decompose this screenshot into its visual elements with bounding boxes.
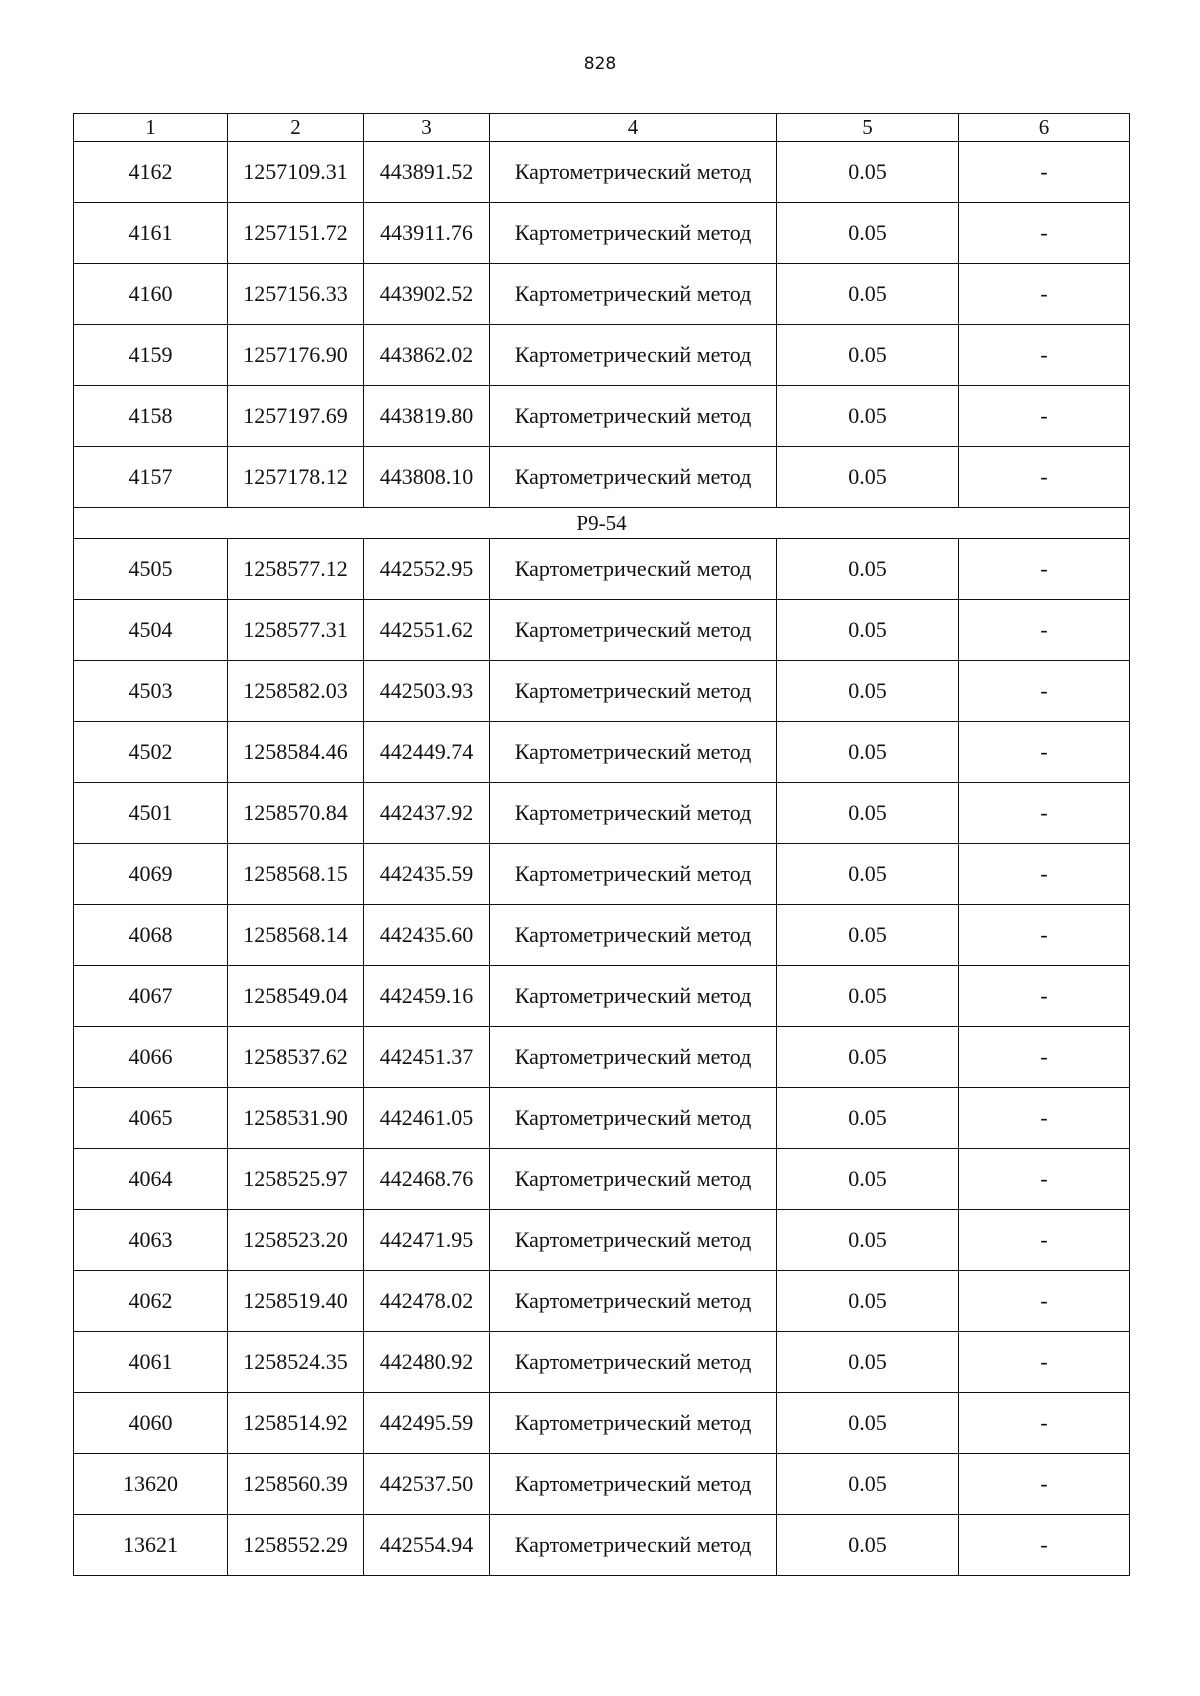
y-coordinate-cell: 442435.59 bbox=[364, 844, 490, 905]
description-cell: - bbox=[959, 142, 1130, 203]
table-row bbox=[74, 600, 1130, 661]
method-cell: Картометрический метод bbox=[490, 142, 777, 203]
description-cell: - bbox=[959, 1332, 1130, 1393]
x-coordinate-cell: 1258584.46 bbox=[228, 722, 364, 783]
table-row bbox=[74, 1088, 1130, 1149]
table-row bbox=[74, 722, 1130, 783]
table-row bbox=[74, 203, 1130, 264]
accuracy-cell: 0.05 bbox=[777, 1027, 959, 1088]
accuracy-cell: 0.05 bbox=[777, 600, 959, 661]
description-cell: - bbox=[959, 722, 1130, 783]
section-row bbox=[74, 508, 1130, 539]
column-header: 3 bbox=[364, 114, 490, 142]
x-coordinate-cell: 1258523.20 bbox=[228, 1210, 364, 1271]
description-cell: - bbox=[959, 1271, 1130, 1332]
x-coordinate-cell: 1258582.03 bbox=[228, 661, 364, 722]
method-cell: Картометрический метод bbox=[490, 386, 777, 447]
y-coordinate-cell: 442459.16 bbox=[364, 966, 490, 1027]
table-header-row bbox=[74, 114, 1130, 142]
y-coordinate-cell: 442461.05 bbox=[364, 1088, 490, 1149]
section-label: P9-54 bbox=[74, 508, 1130, 539]
accuracy-cell: 0.05 bbox=[777, 386, 959, 447]
description-cell: - bbox=[959, 1515, 1130, 1576]
x-coordinate-cell: 1258525.97 bbox=[228, 1149, 364, 1210]
method-cell: Картометрический метод bbox=[490, 203, 777, 264]
x-coordinate-cell: 1257197.69 bbox=[228, 386, 364, 447]
column-header: 5 bbox=[777, 114, 959, 142]
x-coordinate-cell: 1258549.04 bbox=[228, 966, 364, 1027]
accuracy-cell: 0.05 bbox=[777, 1454, 959, 1515]
accuracy-cell: 0.05 bbox=[777, 1149, 959, 1210]
method-cell: Картометрический метод bbox=[490, 905, 777, 966]
y-coordinate-cell: 442552.95 bbox=[364, 539, 490, 600]
y-coordinate-cell: 443902.52 bbox=[364, 264, 490, 325]
description-cell: - bbox=[959, 783, 1130, 844]
accuracy-cell: 0.05 bbox=[777, 844, 959, 905]
accuracy-cell: 0.05 bbox=[777, 539, 959, 600]
y-coordinate-cell: 443819.80 bbox=[364, 386, 490, 447]
method-cell: Картометрический метод bbox=[490, 783, 777, 844]
method-cell: Картометрический метод bbox=[490, 844, 777, 905]
x-coordinate-cell: 1257151.72 bbox=[228, 203, 364, 264]
table-row bbox=[74, 264, 1130, 325]
y-coordinate-cell: 442437.92 bbox=[364, 783, 490, 844]
y-coordinate-cell: 442537.50 bbox=[364, 1454, 490, 1515]
x-coordinate-cell: 1258577.12 bbox=[228, 539, 364, 600]
y-coordinate-cell: 443862.02 bbox=[364, 325, 490, 386]
x-coordinate-cell: 1258514.92 bbox=[228, 1393, 364, 1454]
point-number-cell: 4069 bbox=[74, 844, 228, 905]
x-coordinate-cell: 1257109.31 bbox=[228, 142, 364, 203]
column-header: 6 bbox=[959, 114, 1130, 142]
point-number-cell: 4065 bbox=[74, 1088, 228, 1149]
x-coordinate-cell: 1258577.31 bbox=[228, 600, 364, 661]
point-number-cell: 4505 bbox=[74, 539, 228, 600]
x-coordinate-cell: 1258519.40 bbox=[228, 1271, 364, 1332]
table-row bbox=[74, 1271, 1130, 1332]
table-body-bottom bbox=[74, 539, 1130, 1576]
point-number-cell: 4158 bbox=[74, 386, 228, 447]
point-number-cell: 4504 bbox=[74, 600, 228, 661]
table-row bbox=[74, 1454, 1130, 1515]
description-cell: - bbox=[959, 447, 1130, 508]
point-number-cell: 13621 bbox=[74, 1515, 228, 1576]
table-body-top bbox=[74, 142, 1130, 508]
accuracy-cell: 0.05 bbox=[777, 722, 959, 783]
column-header: 1 bbox=[74, 114, 228, 142]
table-row bbox=[74, 142, 1130, 203]
description-cell: - bbox=[959, 1027, 1130, 1088]
x-coordinate-cell: 1257176.90 bbox=[228, 325, 364, 386]
y-coordinate-cell: 442451.37 bbox=[364, 1027, 490, 1088]
y-coordinate-cell: 442495.59 bbox=[364, 1393, 490, 1454]
method-cell: Картометрический метод bbox=[490, 966, 777, 1027]
table-row bbox=[74, 844, 1130, 905]
description-cell: - bbox=[959, 325, 1130, 386]
column-header: 2 bbox=[228, 114, 364, 142]
table-row bbox=[74, 1027, 1130, 1088]
method-cell: Картометрический метод bbox=[490, 1027, 777, 1088]
description-cell: - bbox=[959, 386, 1130, 447]
x-coordinate-cell: 1258570.84 bbox=[228, 783, 364, 844]
y-coordinate-cell: 442435.60 bbox=[364, 905, 490, 966]
table-row bbox=[74, 386, 1130, 447]
description-cell: - bbox=[959, 905, 1130, 966]
y-coordinate-cell: 442468.76 bbox=[364, 1149, 490, 1210]
point-number-cell: 4157 bbox=[74, 447, 228, 508]
y-coordinate-cell: 442449.74 bbox=[364, 722, 490, 783]
accuracy-cell: 0.05 bbox=[777, 1332, 959, 1393]
accuracy-cell: 0.05 bbox=[777, 905, 959, 966]
y-coordinate-cell: 442554.94 bbox=[364, 1515, 490, 1576]
point-number-cell: 4159 bbox=[74, 325, 228, 386]
y-coordinate-cell: 443891.52 bbox=[364, 142, 490, 203]
x-coordinate-cell: 1258560.39 bbox=[228, 1454, 364, 1515]
point-number-cell: 4063 bbox=[74, 1210, 228, 1271]
x-coordinate-cell: 1258531.90 bbox=[228, 1088, 364, 1149]
y-coordinate-cell: 442480.92 bbox=[364, 1332, 490, 1393]
accuracy-cell: 0.05 bbox=[777, 1515, 959, 1576]
accuracy-cell: 0.05 bbox=[777, 142, 959, 203]
point-number-cell: 4064 bbox=[74, 1149, 228, 1210]
method-cell: Картометрический метод bbox=[490, 539, 777, 600]
y-coordinate-cell: 442478.02 bbox=[364, 1271, 490, 1332]
accuracy-cell: 0.05 bbox=[777, 264, 959, 325]
method-cell: Картометрический метод bbox=[490, 722, 777, 783]
accuracy-cell: 0.05 bbox=[777, 966, 959, 1027]
method-cell: Картометрический метод bbox=[490, 661, 777, 722]
table-row bbox=[74, 447, 1130, 508]
point-number-cell: 13620 bbox=[74, 1454, 228, 1515]
method-cell: Картометрический метод bbox=[490, 1393, 777, 1454]
description-cell: - bbox=[959, 600, 1130, 661]
method-cell: Картометрический метод bbox=[490, 447, 777, 508]
table-row bbox=[74, 1149, 1130, 1210]
x-coordinate-cell: 1258568.15 bbox=[228, 844, 364, 905]
accuracy-cell: 0.05 bbox=[777, 783, 959, 844]
point-number-cell: 4162 bbox=[74, 142, 228, 203]
method-cell: Картометрический метод bbox=[490, 1149, 777, 1210]
point-number-cell: 4502 bbox=[74, 722, 228, 783]
method-cell: Картометрический метод bbox=[490, 600, 777, 661]
point-number-cell: 4067 bbox=[74, 966, 228, 1027]
method-cell: Картометрический метод bbox=[490, 325, 777, 386]
x-coordinate-cell: 1257178.12 bbox=[228, 447, 364, 508]
table-row bbox=[74, 1515, 1130, 1576]
point-number-cell: 4066 bbox=[74, 1027, 228, 1088]
column-header: 4 bbox=[490, 114, 777, 142]
point-number-cell: 4503 bbox=[74, 661, 228, 722]
description-cell: - bbox=[959, 1393, 1130, 1454]
y-coordinate-cell: 443808.10 bbox=[364, 447, 490, 508]
point-number-cell: 4161 bbox=[74, 203, 228, 264]
table-row bbox=[74, 1393, 1130, 1454]
description-cell: - bbox=[959, 1149, 1130, 1210]
method-cell: Картометрический метод bbox=[490, 1332, 777, 1393]
method-cell: Картометрический метод bbox=[490, 1088, 777, 1149]
description-cell: - bbox=[959, 844, 1130, 905]
table-row bbox=[74, 325, 1130, 386]
accuracy-cell: 0.05 bbox=[777, 325, 959, 386]
y-coordinate-cell: 442503.93 bbox=[364, 661, 490, 722]
point-number-cell: 4501 bbox=[74, 783, 228, 844]
method-cell: Картометрический метод bbox=[490, 1454, 777, 1515]
description-cell: - bbox=[959, 1210, 1130, 1271]
description-cell: - bbox=[959, 1454, 1130, 1515]
accuracy-cell: 0.05 bbox=[777, 1088, 959, 1149]
point-number-cell: 4062 bbox=[74, 1271, 228, 1332]
point-number-cell: 4060 bbox=[74, 1393, 228, 1454]
table-row bbox=[74, 966, 1130, 1027]
description-cell: - bbox=[959, 264, 1130, 325]
x-coordinate-cell: 1258568.14 bbox=[228, 905, 364, 966]
description-cell: - bbox=[959, 203, 1130, 264]
description-cell: - bbox=[959, 966, 1130, 1027]
accuracy-cell: 0.05 bbox=[777, 1393, 959, 1454]
method-cell: Картометрический метод bbox=[490, 1271, 777, 1332]
method-cell: Картометрический метод bbox=[490, 1515, 777, 1576]
table-row bbox=[74, 905, 1130, 966]
table-row bbox=[74, 783, 1130, 844]
y-coordinate-cell: 442551.62 bbox=[364, 600, 490, 661]
description-cell: - bbox=[959, 539, 1130, 600]
point-number-cell: 4061 bbox=[74, 1332, 228, 1393]
x-coordinate-cell: 1258552.29 bbox=[228, 1515, 364, 1576]
description-cell: - bbox=[959, 661, 1130, 722]
method-cell: Картометрический метод bbox=[490, 264, 777, 325]
accuracy-cell: 0.05 bbox=[777, 1271, 959, 1332]
point-number-cell: 4160 bbox=[74, 264, 228, 325]
x-coordinate-cell: 1258537.62 bbox=[228, 1027, 364, 1088]
table-row bbox=[74, 1332, 1130, 1393]
accuracy-cell: 0.05 bbox=[777, 1210, 959, 1271]
accuracy-cell: 0.05 bbox=[777, 661, 959, 722]
y-coordinate-cell: 442471.95 bbox=[364, 1210, 490, 1271]
accuracy-cell: 0.05 bbox=[777, 203, 959, 264]
point-number-cell: 4068 bbox=[74, 905, 228, 966]
accuracy-cell: 0.05 bbox=[777, 447, 959, 508]
x-coordinate-cell: 1257156.33 bbox=[228, 264, 364, 325]
x-coordinate-cell: 1258524.35 bbox=[228, 1332, 364, 1393]
table-row bbox=[74, 661, 1130, 722]
method-cell: Картометрический метод bbox=[490, 1210, 777, 1271]
coordinates-table bbox=[73, 113, 1130, 1576]
table-row bbox=[74, 1210, 1130, 1271]
description-cell: - bbox=[959, 1088, 1130, 1149]
y-coordinate-cell: 443911.76 bbox=[364, 203, 490, 264]
table-row bbox=[74, 539, 1130, 600]
page-number: 828 bbox=[583, 54, 617, 74]
